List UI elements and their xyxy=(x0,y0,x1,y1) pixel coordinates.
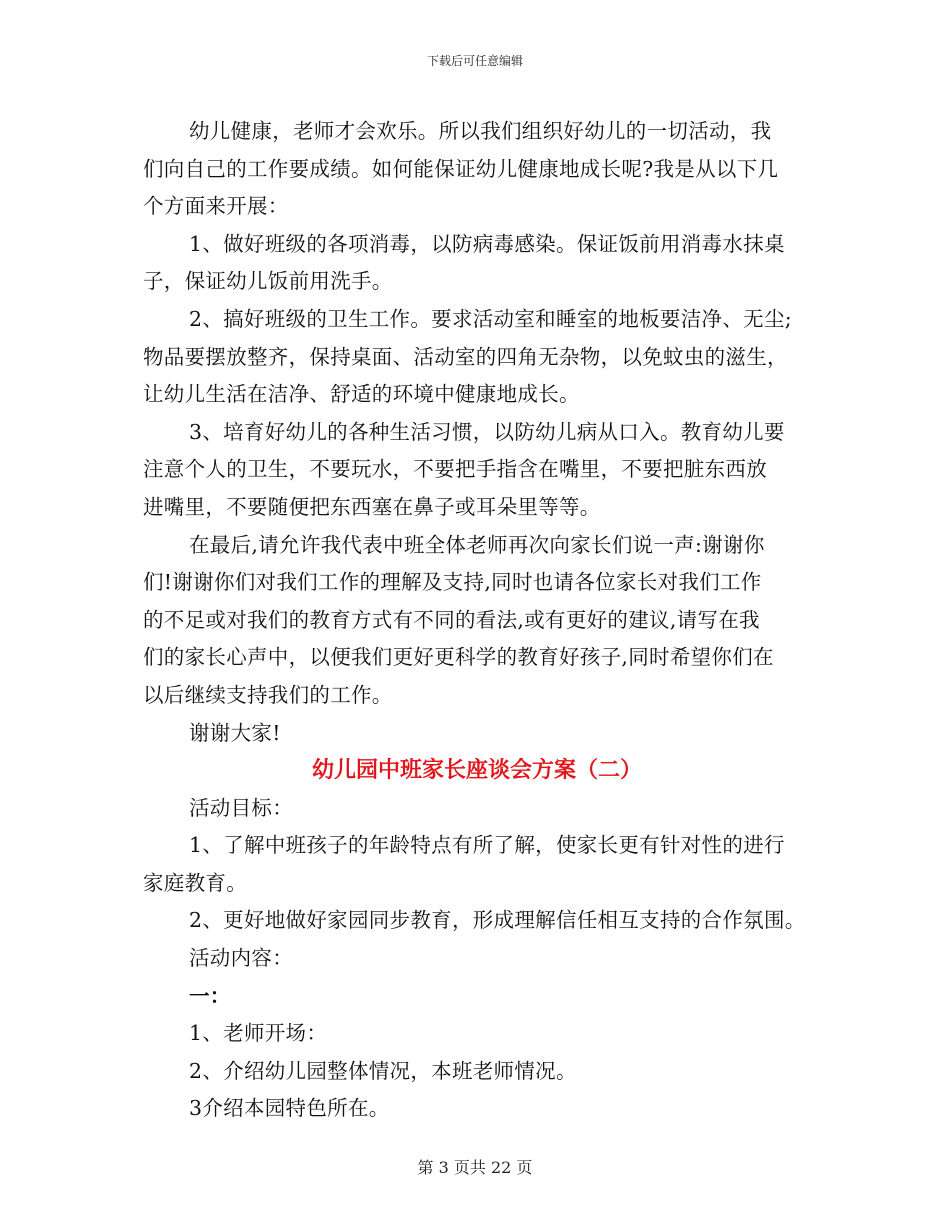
page-footer: 第 3 页共 22 页 xyxy=(417,1158,533,1177)
page-header: 下载后可任意编辑 xyxy=(426,54,523,68)
paragraph-line: 们向自己的工作要成绩。如何能保证幼儿健康地成长呢?我是从以下几 xyxy=(143,156,779,181)
paragraph-line: 2、搞好班级的卫生工作。要求活动室和睡室的地板要洁净、无尘; xyxy=(189,306,792,331)
paragraph-line: 1、了解中班孩子的年龄特点有所了解，使家长更有针对性的进行 xyxy=(189,833,785,858)
paragraph-line: 个方面来开展： xyxy=(143,194,289,219)
paragraph-line: 子，保证幼儿饭前用洗手。 xyxy=(143,269,393,294)
paragraph-line: 注意个人的卫生，不要玩水，不要把手指含在嘴里，不要把脏东西放 xyxy=(143,457,767,482)
paragraph-line: 在最后,请允许我代表中班全体老师再次向家长们说一声:谢谢你 xyxy=(189,532,765,557)
paragraph-line: 们!谢谢你们对我们工作的理解及支持,同时也请各位家长对我们工作 xyxy=(143,570,762,595)
paragraph-line: 1、老师开场： xyxy=(189,1021,328,1046)
paragraph-line: 的不足或对我们的教育方式有不同的看法,或有更好的建议,请写在我 xyxy=(143,607,760,632)
paragraph-line: 谢谢大家! xyxy=(189,720,281,745)
paragraph-line: 3、培育好幼儿的各种生活习惯，以防幼儿病从口入。教育幼儿要 xyxy=(189,419,785,444)
paragraph-line: 家庭教育。 xyxy=(143,870,247,895)
paragraph-line: 进嘴里，不要随便把东西塞在鼻子或耳朵里等等。 xyxy=(143,494,601,519)
paragraph-line: 活动内容： xyxy=(189,946,293,971)
paragraph-line: 物品要摆放整齐，保持桌面、活动室的四角无杂物，以免蚊虫的滋生， xyxy=(143,344,788,369)
paragraph-line: 幼儿健康，老师才会欢乐。所以我们组织好幼儿的一切活动，我 xyxy=(189,119,772,143)
paragraph-line: 2、介绍幼儿园整体情况，本班老师情况。 xyxy=(189,1058,577,1083)
paragraph-line: 1、做好班级的各项消毒，以防病毒感染。保证饭前用消毒水抹桌 xyxy=(189,231,785,256)
paragraph-line: 们的家长心声中，以便我们更好更科学的教育好孩子,同时希望你们在 xyxy=(143,645,774,670)
paragraph-line: 3介绍本园特色所在。 xyxy=(189,1096,390,1121)
paragraph-line: 2、更好地做好家园同步教育，形成理解信任相互支持的合作氛围。 xyxy=(189,908,806,933)
section-title: 幼儿园中班家长座谈会方案（二） xyxy=(311,757,642,784)
paragraph-line: 以后继续支持我们的工作。 xyxy=(143,682,393,707)
document-body xyxy=(143,113,811,1128)
paragraph-line: 活动目标： xyxy=(189,795,293,820)
paragraph-line: 让幼儿生活在洁净、舒适的环境中健康地成长。 xyxy=(143,382,580,407)
paragraph-line: 一： xyxy=(189,983,231,1008)
